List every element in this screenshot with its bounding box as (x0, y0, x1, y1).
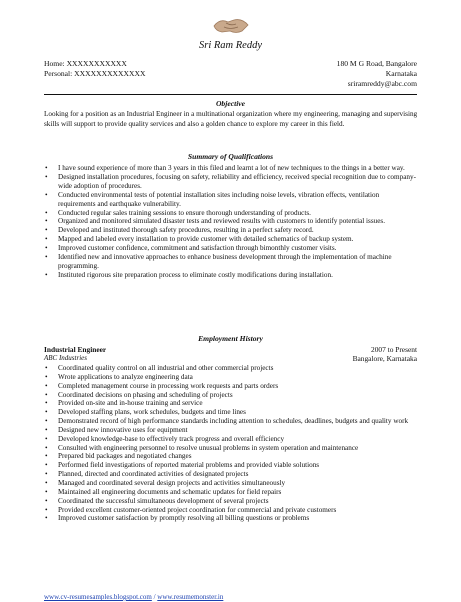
qualifications-list (44, 164, 418, 280)
duty-item: • Developed knowledge-base to effectively track progress and overall efficiency (44, 435, 418, 444)
duty-item: • Completed management course in processing work requests and parts orders (44, 382, 418, 391)
duty-item: • Performed field investigations of reported material problems and provided viable solutions (44, 461, 418, 470)
candidate-name: Sri Ram Reddy (199, 40, 262, 51)
duty-item: • Coordinated the successful simultaneous development of several projects (44, 497, 418, 506)
contact-phones (44, 59, 145, 79)
footer-link-resumemonster[interactable]: www.resumemonster.in (157, 593, 224, 601)
home-phone: Home: XXXXXXXXXXX (44, 59, 127, 68)
footer-link-cv-resumesamples[interactable]: www.cv-resumesamples.blogspot.com (44, 593, 152, 601)
duty-item: • Coordinated decisions on phasing and scheduling of projects (44, 391, 418, 400)
duty-item: • Improved customer satisfaction by promptly resolving all billing questions or problems (44, 514, 418, 523)
email-address[interactable]: sriramreddy@abc.com (347, 79, 417, 88)
handshake-logo-icon (212, 14, 250, 36)
qualification-item: • I have sound experience of more than 3 years in this filed and learnt a lot of new techniques to the things in a better way. (44, 164, 418, 173)
duty-item: • Managed and coordinated several design projects and activities simultaneously (44, 479, 418, 488)
employment-heading: Employment History (198, 334, 263, 343)
duty-item: • Provided on-site and in-house training and service (44, 399, 418, 408)
company-name: ABC Industries (44, 354, 87, 362)
personal-phone: Personal: XXXXXXXXXXXXX (44, 69, 146, 78)
objective-heading: Objective (215, 99, 246, 108)
qualification-item: • Instituted rigorous site preparation process to eliminate costly modifications during installation. (44, 271, 418, 280)
qualification-item: • Designed installation procedures, focusing on safety, reliability and efficiency, received special recognition due to company-wide adoption of procedures. (44, 173, 418, 191)
job-title: Industrial Engineer (44, 345, 107, 354)
duty-item: • Demonstrated record of high performance standards including attention to schedules, deadlines, budgets and quality work (44, 417, 418, 426)
duty-item: • Prepared bid packages and negotiated changes (44, 452, 418, 461)
contact-address (337, 59, 417, 89)
qualification-item: • Improved customer confidence, commitment and satisfaction through bimonthly customer visits. (44, 244, 418, 253)
job-period: 2007 to Present (371, 345, 417, 354)
qualifications-heading: Summary of Qualifications (187, 152, 274, 161)
duty-item: • Planned, directed and coordinated activities of designated projects (44, 470, 418, 479)
qualification-item: • Conducted regular sales training sessions to ensure thorough understanding of products. (44, 209, 418, 218)
duty-item: • Maintained all engineering documents and schematic updates for field repairs (44, 488, 418, 497)
duty-item: • Wrote applications to analyze engineering data (44, 373, 418, 382)
address-line-street: 180 M G Road, Bangalore (336, 59, 417, 68)
job-location: Bangalore, Karnataka (352, 354, 417, 363)
objective-text: Looking for a position as an Industrial Engineer in a multinational organization where my engineering, managing and supervising skills will support to provide quality services and also a golden chance to explore my career in this field. (44, 110, 418, 128)
duty-item: • Developed staffing plans, work schedules, budgets and time lines (44, 408, 418, 417)
footer-links (44, 593, 223, 601)
duty-item: • Designed new innovative uses for equipment (44, 426, 418, 435)
qualification-item: • Conducted environmental tests of potential installation sites including noise levels, vibration effects, ventilation requirements and earthquake vulnerability. (44, 191, 418, 209)
qualification-item: • Organized and monitored simulated disaster tests and reviewed results with customers to identify potential issues. (44, 217, 418, 226)
duty-item: • Coordinated quality control on all industrial and other commercial projects (44, 364, 418, 373)
footer-separator: / (151, 593, 158, 601)
qualification-item: • Mapped and labeled every installation to provide customer with detailed schematics of backup system. (44, 235, 418, 244)
header-divider (44, 94, 417, 95)
qualification-item: • Developed and instituted thorough safety procedures, resulting in a perfect safety record. (44, 226, 418, 235)
duty-item: • Provided excellent customer-oriented project coordination for commercial and private customers (44, 506, 418, 515)
duty-item: • Consulted with engineering personnel to resolve unusual problems in system operation and maintenance (44, 444, 418, 453)
employment-duties-list (44, 364, 418, 523)
address-line-state: Karnataka (385, 69, 417, 78)
qualification-item: • Identified new and innovative approaches to enhance business development through the implementation of machine programming. (44, 253, 418, 271)
